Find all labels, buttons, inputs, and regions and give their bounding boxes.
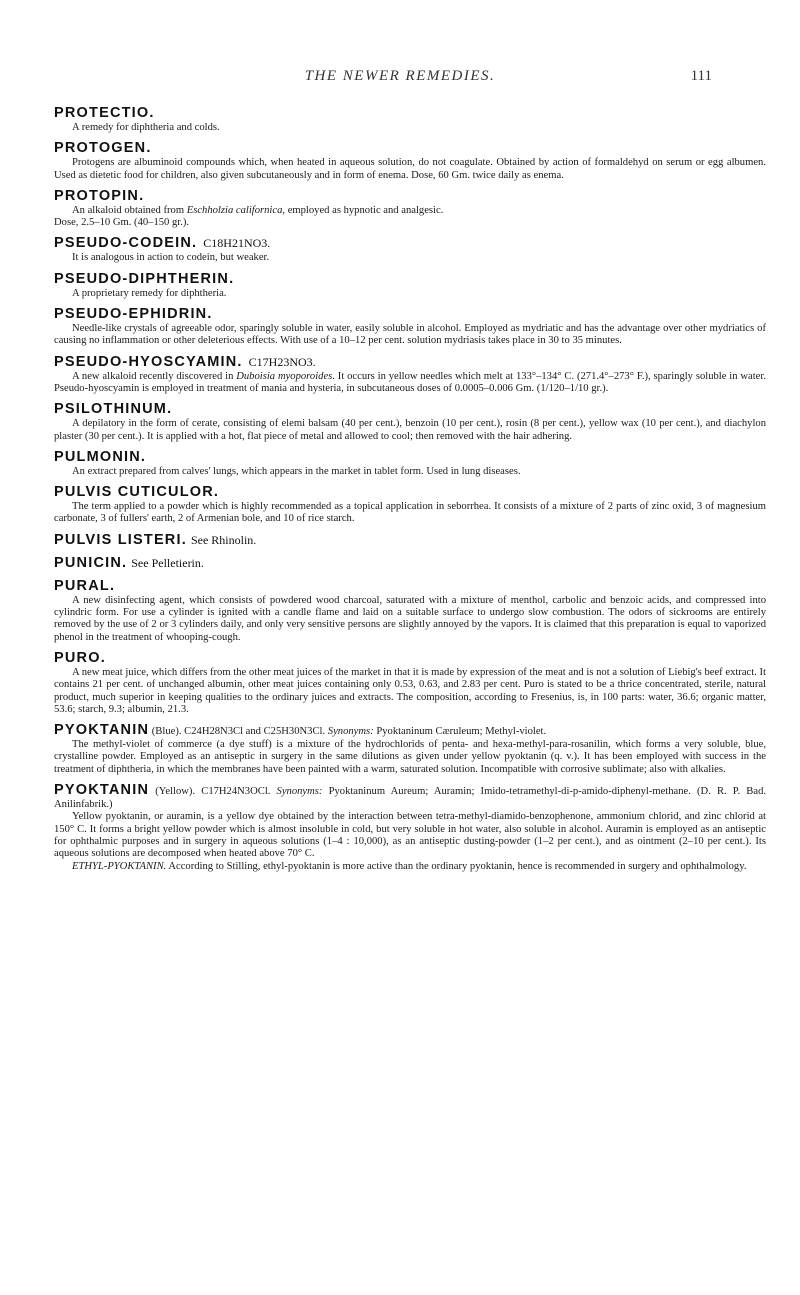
headword-line [54, 721, 766, 739]
subentry-title: ETHYL-PYOKTANIN. [72, 860, 167, 872]
synonyms-text: Pyoktaninum Aureum; Auramin; Imido-tetramethyl-di-p-amido-diphenyl-methane. (D. R. P. Bad. Anilinfabrik.) [54, 786, 767, 811]
entry-text: An extract prepared from calves' lungs, which appears in the market in tablet form. Used in lung diseases. [72, 465, 521, 477]
running-title: THE NEWER REMEDIES. [304, 68, 496, 84]
entry-text: Protogens are albuminoid compounds which, when heated in aqueous solution, do not coagulate. Obtained by action of formaldehyd on serum or egg albumen. Used as dietetic food for children, also given subcutaneously and in form of enema. Dose, 60 Gm. twice daily as enema. [54, 157, 766, 181]
entry-pulmonin [54, 448, 766, 478]
entry-protogen [54, 139, 766, 182]
headword: PSEUDO-CODEIN. [54, 235, 198, 252]
entry-text: Yellow pyoktanin, or auramin, is a yellow dye obtained by the interaction between tetra-methyl-diamido-benzophenone, ammonium chlorid, and zinc chlorid at 150° C. It forms a bright yellow powder which is almost insoluble in cold, but very soluble in hot water, also soluble in alcohol. Auramin is employed as an antiseptic for ophthalmic purposes and in surgery in aqueous solutions (1–4 : 10,000), as an antiseptic dusting-powder (1–2 per cent.), and as ointment (2–10 per cent.). Its aqueous solutions are decomposed when heated above 70° C. [54, 811, 766, 860]
page-number: 111 [690, 68, 712, 84]
cross-reference: See Rhinolin. [190, 532, 257, 547]
entry-text: The term applied to a powder which is highly recommended as a topical application in seborrhea. It consists of a mixture of 2 parts of zinc oxid, 3 of magnesium carbonate, 3 of fullers' earth, 2 of Armenian bole, and 10 of rice starch. [54, 501, 766, 525]
entry-punicin [54, 554, 766, 572]
text-run: . It occurs in yellow needles which melt at 133°–134° C. (271.4°–273° F.), sparingly soluble in water. Pseudo-hyoscyamin is employed in treatment of mania and hysteria, in subcutaneous doses of 0.0005–0.006 Gm. (1/120–1/10 gr.). [54, 370, 766, 394]
entry-pyoktanin-yellow [54, 781, 766, 873]
chemical-formula: C17H23NO3. [248, 354, 316, 369]
entry-pyoktanin-blue [54, 721, 766, 776]
headword: PSEUDO-DIPHTHERIN. [54, 270, 235, 287]
headword-line [54, 234, 766, 252]
cross-reference: See Pelletierin. [131, 555, 204, 570]
headword: PURO. [54, 649, 106, 666]
synonyms-label: Synonyms: [327, 726, 374, 738]
chemical-formula: C18H21NO3. [203, 236, 271, 251]
headword: PUNICIN. [54, 554, 128, 571]
headword: PYOKTANIN [54, 722, 150, 739]
headword-suffix: (Yellow). [155, 786, 196, 798]
headword: PULVIS LISTERI. [54, 531, 187, 548]
headword-suffix: (Blue). [151, 726, 182, 738]
entry-text [54, 371, 766, 396]
italic-term: Duboisia myoporoides [236, 370, 333, 382]
entry-protopin [54, 187, 766, 230]
entry-pulvis-listeri [54, 531, 766, 549]
headword-line [54, 353, 766, 371]
entry-text: Needle-like crystals of agreeable odor, sparingly soluble in water, easily soluble in alcohol. Employed as mydriatic and has the advantage over other mydriatics of causing no inflammation or other deleterious effects. With use of a 10–12 per cent. solution mydriasis takes place in 30 to 35 minutes. [54, 323, 766, 347]
headword: PROTOPIN. [54, 187, 145, 204]
text-run: An alkaloid obtained from [72, 204, 187, 216]
entry-pseudo-hyoscyamin [54, 353, 766, 396]
entry-pural [54, 577, 766, 644]
entry-protectio [54, 104, 766, 134]
text-run: According to Stilling, ethyl-pyoktanin is more active than the ordinary pyoktanin, hence is recommended in surgery and ophthalmology. [166, 860, 747, 872]
headword-line [54, 781, 766, 811]
synonyms-text: Pyoktaninum Cæruleum; Methyl-violet. [373, 726, 547, 738]
headword-line [54, 531, 766, 549]
dose-text: Dose, 2.5–10 Gm. (40–150 gr.). [54, 217, 190, 229]
entry-text: A new disinfecting agent, which consists of powdered wood charcoal, saturated with a mixture of menthol, carbolic and benzoic acids, and compressed into cylindric form. For use a cylinder is ignited with a candle flame and laid on a suitable surface to undergo slow combustion. The odors of sickrooms are entirely removed by the use of 2 or 3 cylinders daily, and only very sensitive persons are slightly annoyed by the vapors. It is claimed that this preparation is equal to vaporized phenol in the treatment of whooping-cough. [54, 594, 766, 643]
headword-line [54, 554, 766, 572]
headword: PSILOTHINUM. [54, 401, 173, 418]
headword: PULMONIN. [54, 448, 147, 465]
entry-pulvis-cuticulor [54, 483, 766, 526]
entry-text: A remedy for diphtheria and colds. [72, 122, 220, 133]
text-run: A new alkaloid recently discovered in [72, 370, 237, 382]
formula-text: C17H24N3OCl. [201, 786, 277, 798]
entry-pseudo-codein [54, 234, 766, 264]
headword: PROTOGEN. [54, 140, 152, 157]
headword: PSEUDO-EPHIDRIN. [54, 306, 213, 323]
headword: PULVIS CUTICULOR. [54, 484, 220, 501]
headword: PROTECTIO. [54, 105, 155, 121]
synonyms-label: Synonyms: [276, 786, 323, 798]
headword: PURAL. [54, 577, 116, 594]
headword: PSEUDO-HYOSCYAMIN. [54, 353, 243, 370]
subentry-text [54, 861, 766, 873]
headword: PYOKTANIN [54, 782, 150, 799]
entry-text: A new meat juice, which differs from the other meat juices of the market in that it is made by expression of the meat and is not a solution of Liebig's beef extract. It contains 21 per cent. of unchanged albumin, other meat juices containing only 0.53, 0.63, and 2.83 per cent. Puro is stated to be a thrice concentrated, sterile, natural product, much superior in keeping qualities to the ordinary juices and extracts. The composition, according to Fresenius, is, in 100 parts: water, 36.6; organic matter, 53.6; starch, 9.3; albumin, 21.3. [54, 666, 766, 715]
italic-term: Eschholzia californica [186, 204, 283, 216]
entry-puro [54, 649, 766, 716]
entry-text: It is analogous in action to codein, but weaker. [72, 252, 270, 264]
entry-pseudo-diphtherin [54, 270, 766, 300]
entry-text: A depilatory in the form of cerate, consisting of elemi balsam (40 per cent.), benzoin (10 per cent.), rosin (8 per cent.), yellow wax (10 per cent.), and diachylon plaster (30 per cent.). It is applied with a hot, flat piece of metal and allowed to cool; then removed with the hair adhering. [54, 418, 766, 442]
entry-text: The methyl-violet of commerce (a dye stuff) is a mixture of the hydrochlorids of penta- and hexa-methyl-para-rosanilin, which forms a very soluble, blue, crystalline powder. Employed as an antiseptic in surgery in the same dilutions as given under yellow pyoktanin (q. v.). It has been employed with success in the treatment of diphtheria, in which the membranes have been painted with a warm, saturated solution. Incompatible with corrosive sublimate; also with alkalies. [54, 739, 766, 775]
formula-text: C24H28N3Cl and C25H30N3Cl. [184, 726, 328, 738]
dictionary-column [54, 104, 766, 878]
entry-psilothinum [54, 400, 766, 443]
running-header [0, 68, 800, 92]
entry-pseudo-ephidrin [54, 305, 766, 348]
entry-text [54, 205, 766, 217]
text-run: , employed as hypnotic and analgesic. [282, 204, 444, 216]
entry-text: A proprietary remedy for diphtheria. [72, 287, 227, 299]
